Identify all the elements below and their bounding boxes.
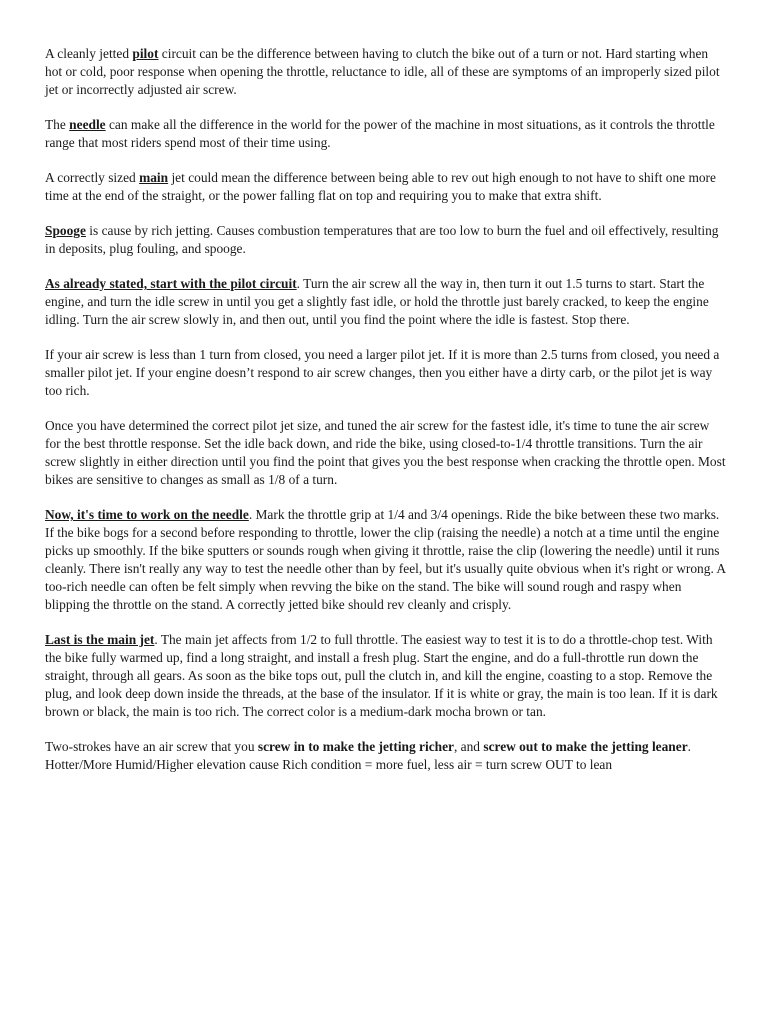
paragraph-air-screw-turns: If your air screw is less than 1 turn from closed, you need a larger pilot jet. If it is more than 2.5 turns from closed, you need a smaller pilot jet. If your engine doesn’t respond to air screw changes, then you either have a dirty carb, or the pilot jet is way too rich.	[45, 347, 720, 398]
heading-needle: Now, it's time to work on the needle	[45, 507, 249, 522]
paragraph-two-strokes	[45, 738, 727, 774]
term-pilot: pilot	[132, 46, 159, 61]
term-main: main	[139, 170, 169, 185]
bold-richer: screw in to make the jetting richer	[257, 739, 454, 754]
text: A correctly sized	[45, 170, 140, 185]
text: . The main jet affects from 1/2 to full throttle. The easiest way to test it is to do a throttle-chop test. With the bike fully warmed up, find a long straight, and install a fresh plug. Start the engine, and do a full-throttle run down the straight, through all gears. As soon as the bike tops out, pull the clutch in, and kill the engine, coasting to a stop. Remove the plug, and look deep down inside the threads, at the base of the insulator. If it is white or gray, the main is too lean. If it is dark brown or black, the main is too rich. The correct color is a medium-dark mocha brown or tan.	[45, 632, 718, 719]
term-needle: needle	[69, 117, 106, 132]
text: jet could mean the difference between being able to rev out high enough to not have to shift one more time at the end of the straight, or the power falling flat on top and requiring you to make that extra shift.	[45, 170, 716, 203]
paragraph-pilot	[45, 45, 727, 99]
text: The	[45, 117, 70, 132]
text: A cleanly jetted	[45, 46, 133, 61]
paragraph-needle	[45, 116, 727, 152]
text: Two-strokes have an air screw that you	[45, 739, 258, 754]
text: is cause by rich jetting. Causes combustion temperatures that are too low to burn the fuel and oil effectively, resulting in deposits, plug fouling, and spooge.	[45, 223, 719, 256]
text: . Mark the throttle grip at 1/4 and 3/4 openings. Ride the bike between these two marks. If the bike bogs for a second before responding to throttle, lower the clip (raising the needle) a notch at a time until the engine picks up smoothly. If the bike sputters or sounds rough when giving it throttle, raise the clip (lowering the needle) until it runs cleanly. There isn't really any way to test the needle other than by feel, but it's usually quite obvious when it's right or wrong. A too-rich needle can often be felt simply when revving the bike on the stand. The bike will sound rough and raspy when blipping the throttle on the stand. A correctly jetted bike should rev cleanly and crisply.	[45, 507, 726, 612]
text: . Hotter/More Humid/Higher elevation cause Rich condition = more fuel, less air = turn screw OUT to lean	[45, 739, 691, 772]
heading-pilot-circuit: As already stated, start with the pilot circuit	[45, 276, 297, 291]
heading-main-jet: Last is the main jet	[45, 632, 155, 647]
paragraph-main-jet	[45, 631, 727, 721]
text: . Turn the air screw all the way in, then turn it out 1.5 turns to start. Start the engine, and turn the idle screw in until you get a slightly fast idle, or hold the throttle just barely cracked, to keep the engine idling. Turn the air screw slowly in, and then out, until you find the point where the idle is fastest. Stop there.	[45, 276, 709, 327]
term-spooge: Spooge	[45, 223, 86, 238]
text: can make all the difference in the world for the power of the machine in most situations, as it controls the throttle range that most riders spend most of their time using.	[45, 117, 715, 150]
text: circuit can be the difference between having to clutch the bike out of a turn or not. Hard starting when hot or cold, poor response when opening the throttle, reluctance to idle, all of these are symptoms of an improperly sized pilot jet or incorrectly adjusted air screw.	[45, 46, 720, 97]
paragraph-needle-tuning	[45, 506, 727, 614]
document-page	[45, 45, 727, 791]
paragraph-main	[45, 169, 727, 205]
bold-leaner: screw out to make the jetting leaner	[483, 739, 688, 754]
paragraph-throttle-response: Once you have determined the correct pilot jet size, and tuned the air screw for the fastest idle, it's time to tune the air screw for the best throttle response. Set the idle back down, and ride the bike, using closed-to-1/4 throttle transitions. Turn the air screw slightly in either direction until you find the point that gives you the best response when cracking the throttle open. Most bikes are sensitive to changes as small as 1/8 of a turn.	[45, 418, 726, 487]
text: , and	[453, 739, 484, 754]
paragraph-pilot-circuit	[45, 275, 727, 329]
paragraph-spooge	[45, 222, 727, 258]
